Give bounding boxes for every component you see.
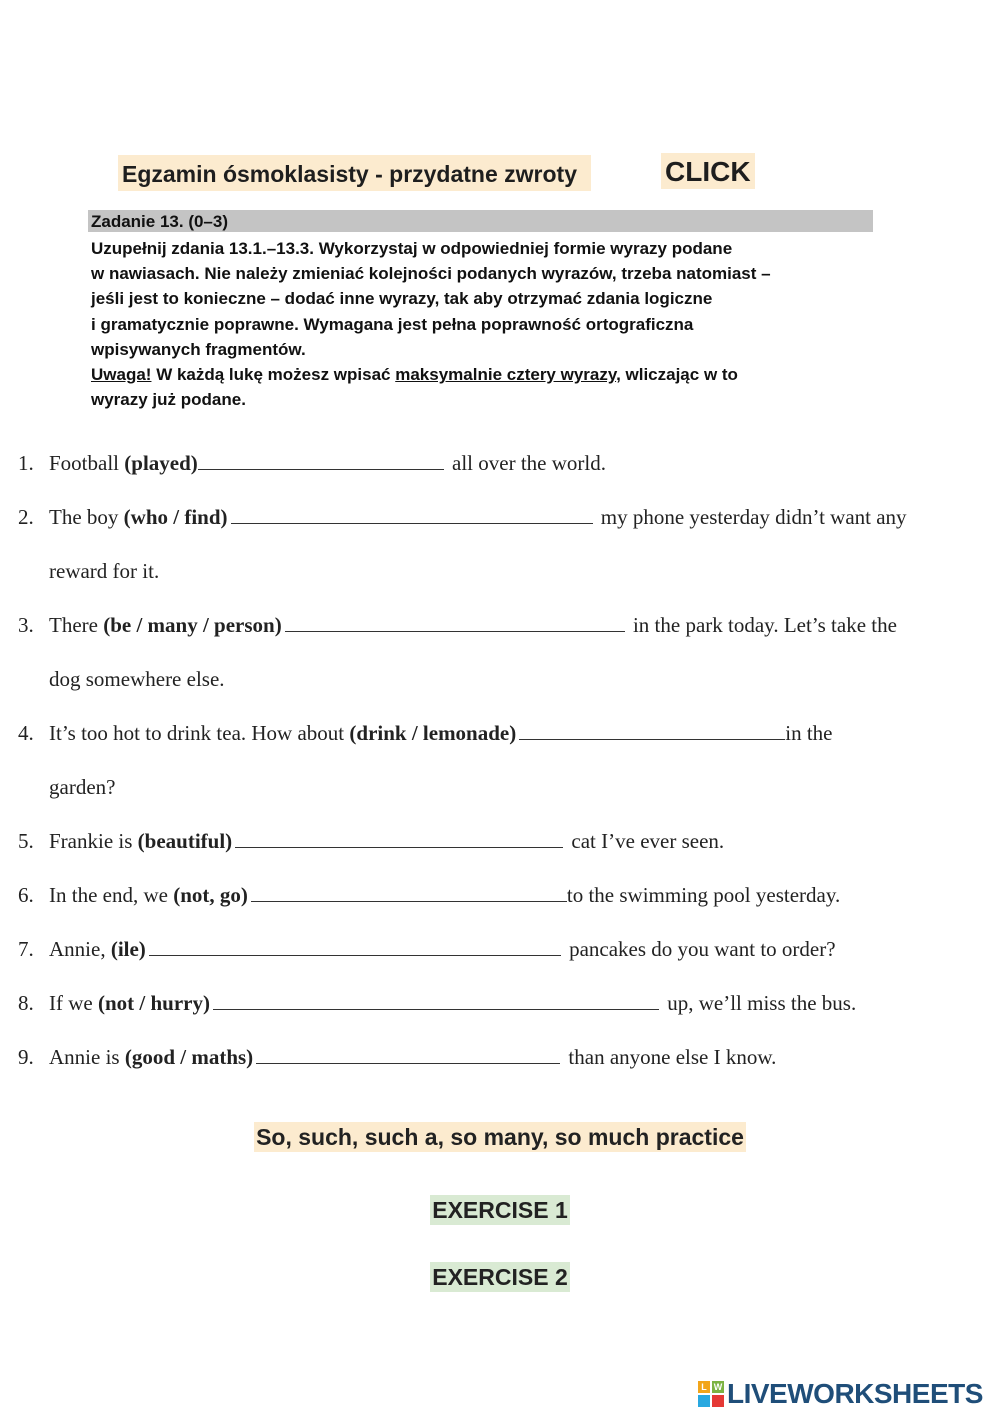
answer-blank-5[interactable]	[235, 831, 563, 848]
item-text: In the end, we	[49, 883, 174, 907]
instruction-line: jeśli jest to konieczne – dodać inne wyrazy, tak aby otrzymać zdania logiczne	[91, 289, 713, 309]
exercise-item-7	[18, 922, 978, 976]
exercise-item-8	[18, 976, 978, 1030]
item-text: to the swimming pool yesterday.	[566, 883, 841, 907]
item-number: 4.	[18, 721, 34, 745]
instruction-note-line2: wyrazy już podane.	[91, 390, 246, 410]
logo-square: L	[698, 1381, 710, 1393]
exercise-item-4	[18, 706, 978, 814]
item-text: in the	[785, 721, 833, 745]
answer-blank-3[interactable]	[285, 615, 625, 632]
exercise-item-5	[18, 814, 978, 868]
item-text: pancakes do you want to order?	[563, 937, 836, 961]
item-text: in the park today. Let’s take the	[627, 613, 897, 637]
item-text: There	[49, 613, 104, 637]
item-hint: (not, go)	[173, 883, 248, 907]
exercise-item-6	[18, 868, 978, 922]
exercise-item-2	[18, 490, 978, 598]
item-text: cat I’ve ever seen.	[566, 829, 725, 853]
exercise-2-label[interactable]: EXERCISE 2	[432, 1264, 568, 1290]
item-number: 5.	[18, 829, 34, 853]
answer-blank-9[interactable]	[256, 1047, 560, 1064]
item-text: The boy	[49, 505, 124, 529]
liveworksheets-logo	[698, 1377, 983, 1411]
note-uwaga: Uwaga!	[91, 365, 152, 385]
item-hint: (beautiful)	[137, 829, 233, 853]
item-text: Annie,	[49, 937, 111, 961]
task-instructions	[91, 236, 881, 412]
item-hint: (ile)	[110, 937, 146, 961]
task-heading: Zadanie 13. (0–3)	[91, 212, 229, 231]
instruction-note	[91, 362, 881, 387]
exercise-1-label[interactable]: EXERCISE 1	[432, 1197, 568, 1223]
item-text: than anyone else I know.	[563, 1045, 777, 1069]
item-number: 6.	[18, 883, 34, 907]
exercise-item-1	[18, 436, 978, 490]
item-continuation: dog somewhere else.	[49, 667, 225, 691]
item-hint: (be / many / person)	[103, 613, 282, 637]
item-hint: (good / maths)	[124, 1045, 254, 1069]
answer-blank-7[interactable]	[149, 939, 561, 956]
item-text: Frankie is	[49, 829, 138, 853]
instruction-line: w nawiasach. Nie należy zmieniać kolejności podanych wyrazów, trzeba natomiast –	[91, 264, 771, 284]
item-number: 7.	[18, 937, 34, 961]
item-number: 2.	[18, 505, 34, 529]
item-text: my phone yesterday didn’t want any	[595, 505, 907, 529]
item-hint: (who / find)	[123, 505, 228, 529]
item-hint: (not / hurry)	[97, 991, 210, 1015]
item-number: 8.	[18, 991, 34, 1015]
answer-blank-2[interactable]	[231, 507, 593, 524]
instruction-line: i gramatycznie poprawne. Wymagana jest pełna poprawność ortograficzna	[91, 314, 694, 334]
item-text: up, we’ll miss the bus.	[661, 991, 857, 1015]
logo-text: LIVEWORKSHEETS	[727, 1378, 983, 1409]
item-number: 1.	[18, 451, 34, 475]
instruction-line: wpisywanych fragmentów.	[91, 339, 306, 359]
item-text: Annie is	[49, 1045, 125, 1069]
item-text: Football	[49, 451, 125, 475]
answer-blank-8[interactable]	[213, 993, 659, 1010]
item-hint: (played)	[124, 451, 198, 475]
instruction-line: Uzupełnij zdania 13.1.–13.3. Wykorzystaj w odpowiedniej formie wyrazy podane	[91, 239, 733, 258]
answer-blank-1[interactable]	[198, 453, 444, 470]
item-hint: (drink / lemonade)	[349, 721, 517, 745]
logo-mark-icon	[698, 1381, 724, 1407]
click-link[interactable]: CLICK	[661, 153, 755, 189]
note-text: , wliczając w to	[616, 365, 738, 385]
practice-title-text: So, such, such a, so many, so much practice	[256, 1124, 744, 1150]
header-title: Egzamin ósmoklasisty - przydatne zwroty	[118, 155, 591, 191]
logo-square	[698, 1395, 710, 1407]
logo-square: W	[713, 1382, 723, 1392]
exercise-2-link[interactable]	[0, 1260, 1000, 1294]
logo-square	[712, 1395, 724, 1407]
answer-blank-6[interactable]	[251, 885, 567, 902]
exercise-item-9	[18, 1030, 978, 1084]
item-text: If we	[49, 991, 98, 1015]
note-text: W każdą lukę możesz wpisać	[151, 365, 396, 385]
item-continuation: reward for it.	[49, 559, 160, 583]
item-text: all over the world.	[446, 451, 606, 475]
note-max-words: maksymalnie cztery wyrazy	[395, 365, 617, 385]
item-number: 9.	[18, 1045, 34, 1069]
practice-title	[0, 1120, 1000, 1154]
exercise-1-link[interactable]	[0, 1193, 1000, 1227]
item-number: 3.	[18, 613, 34, 637]
item-continuation: garden?	[49, 775, 116, 799]
item-text: It’s too hot to drink tea. How about	[49, 721, 350, 745]
exercise-item-3	[18, 598, 978, 706]
answer-blank-4[interactable]	[519, 723, 785, 740]
